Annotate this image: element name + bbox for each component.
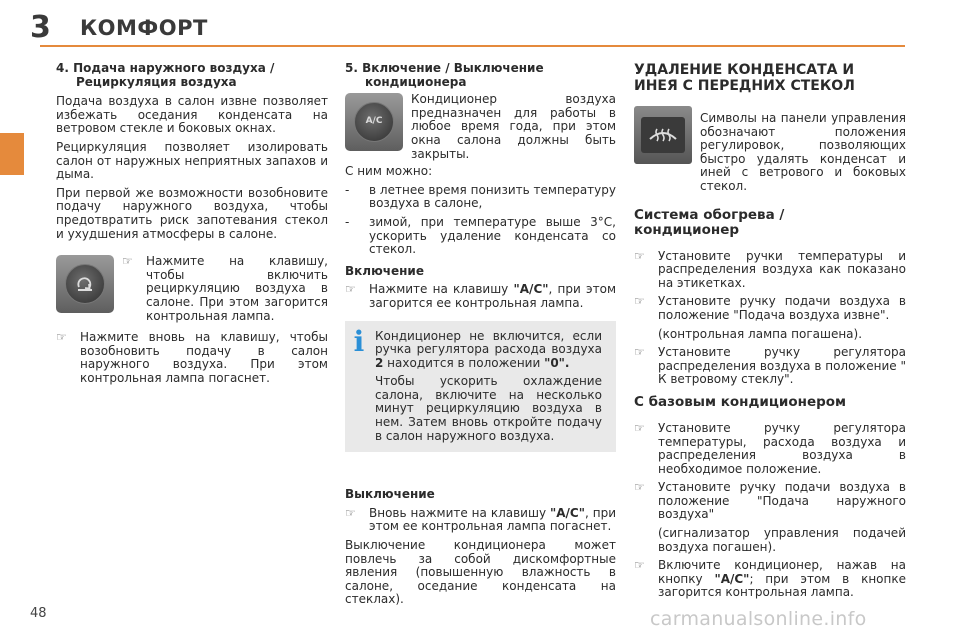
paragraph: Кондиционер воздуха предназначен для работы в любое время года, при этом окна салона должны быть закрыты. (411, 92, 616, 161)
dash-item (345, 184, 616, 211)
pointing-hand-icon: ☞ (56, 330, 67, 345)
text: ; при этом в кнопке загорится контрольная лампа. (658, 571, 906, 600)
bullet-item (122, 255, 328, 323)
bullet-text: Установите ручку подачи воздуха в положение "Подача воздуха извне". (658, 294, 906, 322)
heading-line: УДАЛЕНИЕ КОНДЕНСАТА И (634, 62, 855, 78)
heading-line: 4. Подача наружного воздуха / (56, 61, 275, 75)
dash-marker: - (345, 214, 350, 229)
heading-line: Система обогрева / (634, 206, 785, 223)
chapter-title: КОМФОРТ (80, 16, 208, 40)
bullet-text: Установите ручки температуры и распределения воздуха как показано на этикетках. (658, 248, 906, 290)
paragraph: Рециркуляция позволяет изолировать салон от наружных неприятных запахов и дыма. (56, 139, 328, 182)
text: Вновь нажмите на клавишу (369, 505, 550, 520)
recirculation-button-image (56, 255, 114, 313)
text: Включите кондиционер, нажав на кнопку (658, 558, 906, 586)
bullet-text: Нажмите на клавишу, чтобы включить рециркуляцию воздуха в салоне. При этом загорится контрольная лампа. (146, 254, 328, 323)
text: , при этом загорится ее контрольная лампа. (369, 282, 616, 310)
heading-line: 5. Включение / Выключение (345, 61, 544, 75)
subheading-heating-ac (634, 208, 906, 238)
paragraph: Подача воздуха в салон извне позволяет избежать оседания конденсата на ветровом стекле и боковых окнах. (56, 94, 328, 136)
paragraph: При первой же возможности возобновите подачу наружного воздуха, чтобы предотвратить риск запотевания стекол и ухудшения атмосферы в салоне. (56, 185, 328, 241)
dash-text: в летнее время понизить температуру воздуха в салоне, (369, 182, 616, 211)
heading-line: кондиционер (634, 221, 740, 238)
ac-button-label: A/C (354, 102, 394, 142)
column-defrost (634, 62, 906, 605)
bullet-item (634, 422, 906, 476)
paragraph: Символы на панели управления обозначают положения регулировок, позволяющих быстро удалять конденсат и иней с ветрового и боковых стекол. (700, 111, 906, 193)
recirculation-instruction (56, 255, 328, 323)
subheading-basic-ac: С базовым кондиционером (634, 393, 847, 410)
pointing-hand-icon: ☞ (634, 480, 645, 495)
ac-intro (345, 93, 616, 161)
pointing-hand-icon: ☞ (634, 345, 645, 360)
watermark: carmanualsonline.info (650, 608, 867, 630)
key-label: "A/C" (550, 505, 585, 520)
heading-line: ИНЕЯ С ПЕРЕДНИХ СТЕКОЛ (634, 78, 855, 94)
info-icon: i (353, 324, 365, 358)
dash-marker: - (345, 182, 350, 197)
bullet-text: Установите ручку регулятора распределения воздуха в положение " К ветровому стеклу". (658, 345, 906, 387)
defrost-intro (634, 106, 906, 194)
pointing-hand-icon: ☞ (122, 254, 133, 269)
bullet-item (634, 250, 906, 291)
paragraph: Выключение кондиционера может повлечь за собой дискомфортные явления (повышенную влажность в салоне, оседание конденсата на стеклах). (345, 538, 616, 607)
section-heading-recirculation (56, 62, 328, 89)
text: , при этом ее контрольная лампа погаснет. (369, 505, 617, 534)
pointing-hand-icon: ☞ (345, 505, 356, 520)
chapter-side-tab (0, 133, 24, 175)
defrost-button-image (634, 106, 692, 164)
bullet-item (345, 507, 616, 534)
key-label: "A/C" (714, 571, 750, 586)
bullet-text: Установите ручку подачи воздуха в положение "Подача наружного воздуха" (658, 480, 906, 522)
text: Нажмите на клавишу (369, 282, 514, 297)
pointing-hand-icon: ☞ (634, 558, 645, 573)
pointing-hand-icon: ☞ (634, 420, 645, 435)
pointing-hand-icon: ☞ (345, 282, 356, 297)
info-paragraph: Чтобы ускорить охлаждение салона, включите на несколько минут рециркуляцию воздуха в нем. Затем вновь откройте подачу в салон наружного воздуха. (375, 374, 602, 443)
dash-text: зимой, при температуре выше 3°С, ускорить удаление конденсата со стекол. (369, 214, 616, 257)
heading-line: кондиционера (365, 74, 467, 89)
knob-number: 2 (375, 355, 384, 370)
bullet-text (658, 559, 906, 600)
subheading-on: Включение (345, 263, 424, 278)
bullet-item (634, 295, 906, 322)
info-box (345, 321, 616, 453)
bullet-text (369, 283, 616, 310)
section-heading-ac (345, 62, 616, 89)
subheading-off: Выключение (345, 487, 435, 502)
text: Кондиционер не включится, если ручка регулятора расхода воздуха (375, 328, 602, 357)
bullet-subtext: (контрольная лампа погашена). (658, 326, 863, 341)
bullet-item (634, 346, 906, 387)
column-air-conditioning (345, 62, 616, 612)
info-paragraph (375, 330, 602, 371)
key-label: "0". (544, 355, 570, 370)
column-recirculation (56, 62, 328, 390)
recirculation-icon (65, 264, 105, 304)
bullet-item (345, 283, 616, 310)
bullet-text: Установите ручку регулятора температуры, расхода воздуха и распределения воздуха в необходимое положение. (658, 420, 906, 476)
bullet-text: Нажмите вновь на клавишу, чтобы возобновить подачу в салон наружного воздуха. При этом контрольная лампа погаснет. (80, 330, 328, 385)
bullet-subtext: (сигнализатор управления подачей воздуха погашен). (658, 526, 906, 554)
paragraph: С ним можно: (345, 164, 433, 179)
windshield-defrost-icon (641, 117, 685, 153)
section-heading-defrost (634, 62, 906, 94)
dash-item (345, 216, 616, 257)
heading-line: Рециркуляция воздуха (76, 74, 237, 89)
ac-button-image (345, 93, 403, 151)
bullet-item (634, 559, 906, 600)
bullet-item (56, 331, 328, 385)
bullet-item (634, 481, 906, 522)
chapter-number: 3 (30, 10, 51, 45)
bullet-text (369, 507, 616, 534)
pointing-hand-icon: ☞ (634, 248, 645, 263)
page-number: 48 (30, 606, 47, 621)
pointing-hand-icon: ☞ (634, 294, 645, 309)
text: находится в положении (383, 355, 545, 370)
key-label: "A/C" (513, 282, 549, 297)
header-rule (40, 45, 905, 47)
